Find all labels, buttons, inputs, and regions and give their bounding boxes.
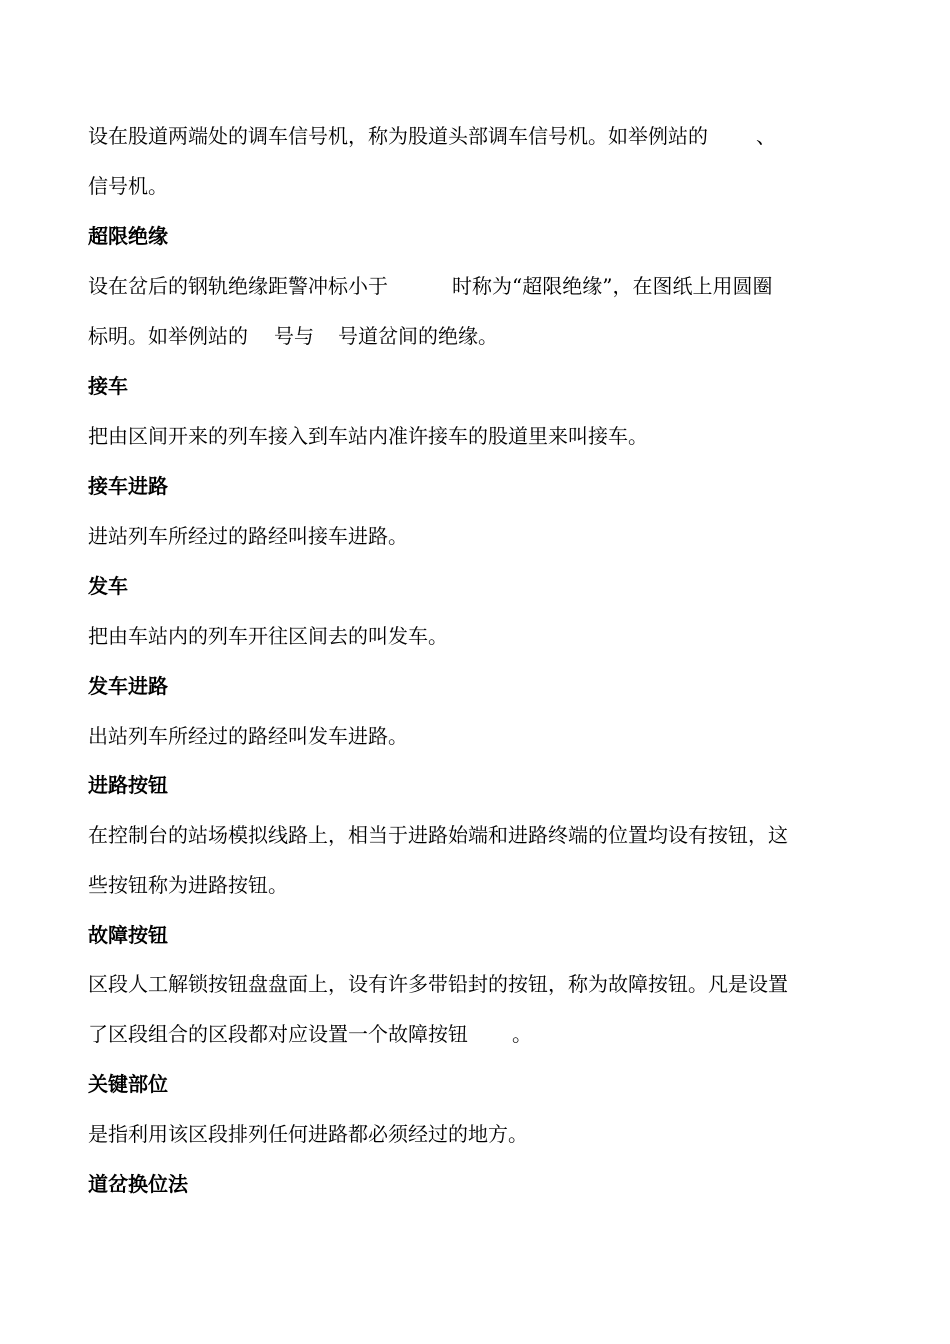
text-segment: 号道岔间的绝缘。 (338, 324, 498, 348)
paragraph-departure: 把由车站内的列车开往区间去的叫发车。 (88, 624, 448, 648)
paragraph-receiving-route: 进站列车所经过的路经叫接车进路。 (88, 524, 408, 548)
text-segment: 、 (756, 124, 776, 148)
paragraph-over-limit-insulation-line-2 (88, 322, 498, 350)
heading-over-limit-insulation: 超限绝缘 (88, 224, 168, 248)
heading-receiving-route: 接车进路 (88, 474, 168, 498)
text-segment: 标明。如举例站的 (88, 324, 248, 348)
heading-fault-button: 故障按钮 (88, 923, 168, 947)
heading-route-button: 进路按钮 (88, 773, 168, 797)
heading-departure: 发车 (88, 574, 128, 598)
text-segment: 号与 (274, 324, 314, 348)
heading-receiving: 接车 (88, 374, 128, 398)
paragraph-shunting-signal-line-1 (88, 122, 776, 150)
paragraph-shunting-signal-line-2 (88, 172, 168, 200)
paragraph-fault-button-line-1: 区段人工解锁按钮盘盘面上，设有许多带铅封的按钮，称为故障按钮。凡是设置 (88, 972, 788, 996)
heading-key-position: 关键部位 (88, 1072, 168, 1096)
paragraph-receiving: 把由区间开来的列车接入到车站内准许接车的股道里来叫接车。 (88, 424, 648, 448)
paragraph-departure-route: 出站列车所经过的路经叫发车进路。 (88, 724, 408, 748)
text-segment: 。 (512, 1022, 532, 1046)
text-segment: 时称为“超限绝缘”，在图纸上用圆圈 (452, 274, 773, 298)
text-segment: 信号机。 (88, 174, 168, 198)
text-segment: 设在股道两端处的调车信号机，称为股道头部调车信号机。如举例站的 (88, 124, 708, 148)
paragraph-fault-button-line-2 (88, 1020, 532, 1048)
paragraph-route-button-line-2: 些按钮称为进路按钮。 (88, 873, 288, 897)
paragraph-key-position: 是指利用该区段排列任何进路都必须经过的地方。 (88, 1122, 528, 1146)
heading-departure-route: 发车进路 (88, 674, 168, 698)
text-segment: 设在岔后的钢轨绝缘距警冲标小于 (88, 274, 388, 298)
paragraph-route-button-line-1: 在控制台的站场模拟线路上，相当于进路始端和进路终端的位置均设有按钮，这 (88, 823, 788, 847)
text-segment: 了区段组合的区段都对应设置一个故障按钮 (88, 1022, 468, 1046)
paragraph-over-limit-insulation-line-1 (88, 272, 772, 300)
heading-switch-transposition: 道岔换位法 (88, 1172, 188, 1196)
